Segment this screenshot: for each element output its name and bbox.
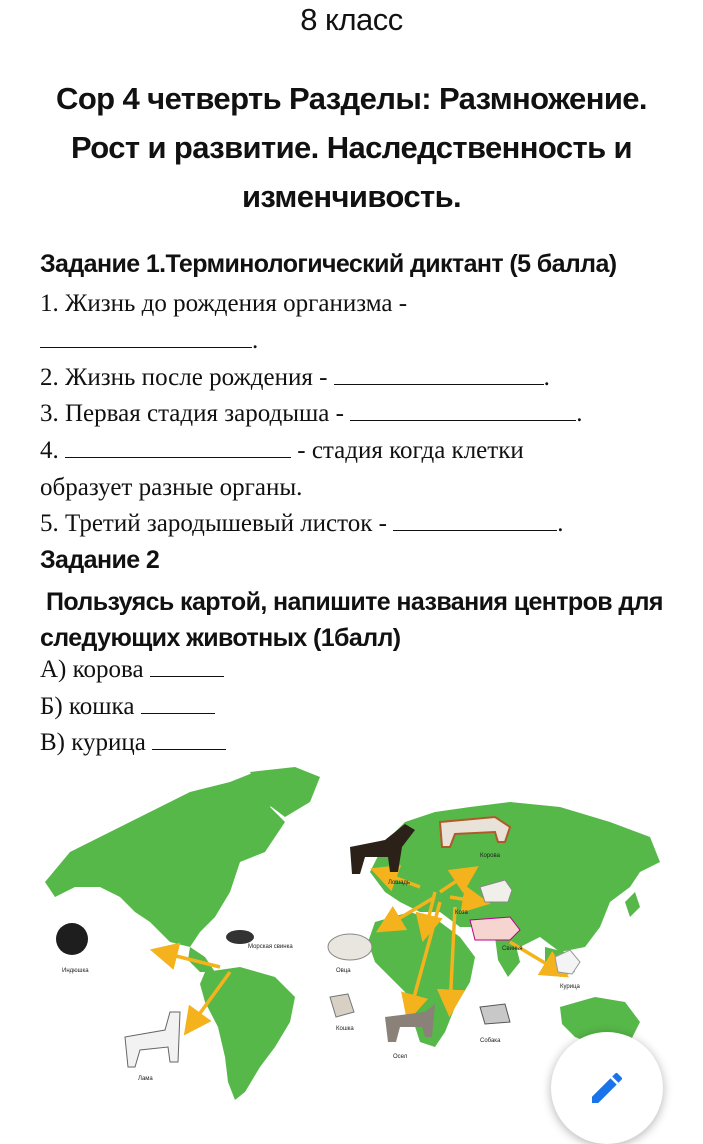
task1-item-1: 1. Жизнь до рождения организма - <box>40 290 408 317</box>
map-label-cow: Корова <box>480 853 500 859</box>
map-label-horse: Лошадь <box>388 880 411 886</box>
task1-item-1-blank-line: . <box>40 326 258 356</box>
answer-blank <box>40 327 252 348</box>
map-label-sheep: Овца <box>336 968 351 974</box>
task2-item-a: А) корова <box>40 655 224 685</box>
task2-heading: Задание 2 <box>40 546 160 574</box>
answer-blank <box>141 693 215 714</box>
answer-blank <box>393 510 557 531</box>
task1-item-4: 4. - стадия когда клетки <box>40 437 524 464</box>
task2-item-c: В) курица <box>40 728 226 758</box>
map-label-guinea-pig: Морская свинка <box>248 944 293 950</box>
task1-item-3: 3. Первая стадия зародыша - . <box>40 400 583 427</box>
map-label-turkey: Индюшка <box>62 968 89 974</box>
map-label-llama: Лама <box>138 1076 153 1082</box>
sheep-illustration <box>328 934 372 960</box>
map-label-pig: Свинья <box>502 946 523 952</box>
answer-blank <box>150 656 224 677</box>
map-label-donkey: Осел <box>393 1054 408 1060</box>
page-title: Сор 4 четверть Разделы: Размножение. Рост и развитие. Наследственность и изменчивость. <box>56 81 647 214</box>
pig-illustration <box>470 917 520 940</box>
edit-fab-button[interactable] <box>551 1032 663 1144</box>
answer-blank <box>65 437 291 458</box>
task1-heading: Задание 1.Терминологический диктант (5 балла) <box>40 250 617 278</box>
guinea-pig-illustration <box>226 930 254 944</box>
map-label-dog: Собака <box>480 1038 501 1044</box>
task2-prompt: Пользуясь картой, напишите названия центров для следующих животных (1балл) <box>40 588 663 652</box>
task1-item-4-continuation: образует разные органы. <box>40 474 303 501</box>
answer-blank <box>350 400 576 421</box>
grade-label: 8 класс <box>300 2 403 37</box>
answer-blank <box>152 729 226 750</box>
answer-blank <box>334 364 544 385</box>
map-label-cat: Кошка <box>336 1026 354 1032</box>
turkey-illustration <box>56 923 88 955</box>
map-label-chicken: Курица <box>560 984 580 990</box>
map-label-goat: Коза <box>455 910 468 916</box>
task1-item-2: 2. Жизнь после рождения - . <box>40 364 550 391</box>
dog-illustration <box>480 1004 510 1024</box>
pencil-icon <box>587 1068 627 1108</box>
task1-item-5: 5. Третий зародышевый листок - . <box>40 510 564 537</box>
task2-item-b: Б) кошка <box>40 692 215 722</box>
